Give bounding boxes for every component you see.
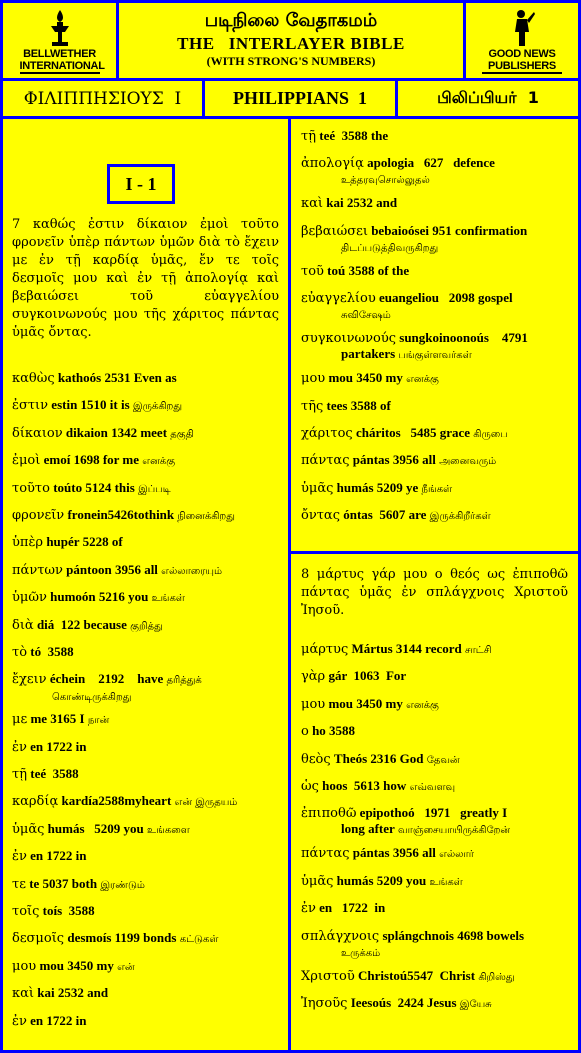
interlinear-row	[301, 802, 568, 842]
translit-strong-english: en 1722 in	[30, 848, 87, 864]
translit-strong-english: toís 3588	[42, 903, 95, 919]
translit-strong-english: ho 3588	[312, 723, 356, 739]
greek-word: ἐν	[301, 901, 316, 917]
interlinear-row	[12, 900, 279, 927]
greek-word: καθὼς	[12, 371, 55, 386]
greek-word: με	[12, 712, 28, 728]
translit-strong-english: óntas 5607 are	[343, 507, 427, 523]
translit-strong-english: Theós 2316 God	[333, 750, 424, 766]
greek-word: τοῖς	[12, 904, 40, 920]
translit-strong-english: en 1722 in	[30, 1012, 87, 1028]
greek-word: ἐν	[12, 739, 27, 755]
verse-7-text: 7 καθώς ἐστιν δίκαιον ἐμοὶ τοῦτο φρονεῖν ὑπὲρ πάντων ὑμῶν διὰ τὸ ἔχειν με ἐν τῇ καρδίᾳ ὑμᾶς, ἔν τε τοῖς δεσμοῖς μου καὶ ἐν τῇ ἀπολογίᾳ καὶ βεβαιώσει τοῦ εὐαγγελίου συγκοινωνούς μου τῆς χάριτος πάντας ὑμᾶς ὄντας.	[12, 217, 279, 340]
translit-strong-english: emoí 1698 for me	[43, 452, 140, 468]
tamil-gloss: எனக்கு	[406, 699, 439, 711]
greek-word: πάντων	[12, 562, 63, 578]
title-english: THE INTERLAYER BIBLE	[177, 34, 405, 53]
translit-strong-english: humás 5209 you	[47, 820, 144, 836]
translit-strong-english: kai 2532 and	[37, 985, 109, 1001]
interlinear-row	[12, 422, 279, 449]
interlinear-row	[12, 763, 279, 790]
greek-word: ὑμῶν	[12, 590, 47, 606]
right-bottom-interlinear	[291, 638, 578, 1019]
translit-strong-english: en 1722 in	[30, 738, 87, 754]
translit-strong-english: humás 5209 ye	[336, 479, 419, 495]
interlinear-row	[12, 449, 279, 476]
greek-word: τὸ	[12, 644, 28, 660]
greek-word: ἐστιν	[12, 398, 49, 414]
translit-strong-english: epipothoó 1971 greatly I	[359, 805, 508, 821]
greek-word: ὑπὲρ	[12, 535, 44, 551]
greek-word: βεβαιώσει	[301, 223, 368, 239]
translit-strong-english: échein 2192 have	[49, 671, 164, 687]
interlinear-row	[301, 192, 568, 219]
interlinear-row	[12, 531, 279, 558]
translit-strong-english: euangeliou 2098 gospel	[379, 290, 513, 306]
greek-word: Χριστοῦ	[301, 968, 355, 984]
greek-word: Ἰησοῦς	[301, 995, 348, 1011]
verse-8-text: 8 μάρτυς γάρ μου ο θεός ως ἐπιποθῶ πάντας ὑμᾶς ἐν σπλάγχνοις Χριστοῦ Ἰησοῦ.	[301, 567, 568, 618]
interlinear-row	[12, 367, 279, 394]
translit-strong-english: Mártus 3144 record	[351, 641, 462, 656]
greek-word: τῇ	[301, 129, 316, 144]
tamil-gloss: குறித்து	[130, 620, 163, 632]
tamil-gloss: வாஞ்சையாயிருக்கிறேன்	[398, 825, 511, 837]
row-second-line	[301, 239, 568, 256]
greek-word: ἔχειν	[12, 672, 47, 688]
chapter-label: I - 1	[107, 164, 175, 204]
interlinear-row	[12, 873, 279, 900]
tamil-gloss: இருக்கிறீர்கள்	[429, 511, 491, 523]
book-english-label: PHILIPPIANS 1	[232, 88, 367, 108]
translit-strong-english: humoón 5216 you	[50, 589, 149, 605]
interlinear-row	[301, 925, 568, 965]
book-greek-label: ΦΙΛΙΠΠΗΣΙΟΥΣ Ι	[23, 88, 182, 109]
greek-word: ὄντας	[301, 508, 340, 524]
interlinear-row	[301, 965, 568, 992]
interlinear-row	[301, 870, 568, 897]
greek-word: καρδίᾳ	[12, 794, 59, 810]
greek-word: ἐμοὶ	[12, 453, 41, 469]
interlinear-row	[301, 992, 568, 1019]
row-second-line	[301, 306, 568, 323]
interlinear-row	[301, 720, 568, 747]
interlinear-row	[12, 708, 279, 735]
greek-word: πάντας	[301, 453, 350, 469]
tamil-gloss: உங்களை	[147, 824, 190, 836]
interlinear-row	[12, 394, 279, 421]
greek-word: ὑμᾶς	[301, 480, 334, 496]
bellwether-logo	[3, 3, 116, 78]
figure-icon	[507, 8, 537, 48]
interlinear-row	[12, 641, 279, 668]
interlinear-row	[301, 477, 568, 504]
book-tamil-label: பிலிப்பியர் 1	[437, 88, 539, 107]
goodnews-logo-text: GOOD NEWS PUBLISHERS	[482, 48, 562, 74]
greek-word: χάριτος	[301, 425, 353, 441]
translit-strong-english: en 1722 in	[319, 900, 386, 916]
translit-strong-english: kathoós 2531 Even as	[57, 370, 177, 385]
translit-strong-english: Christoú5547 Christ	[358, 967, 476, 983]
tamil-gloss: கிறிஸ்து	[478, 971, 515, 983]
translit-strong-english: gár 1063 For	[328, 668, 407, 684]
right-bottom-column	[291, 554, 578, 1050]
interlinear-row	[301, 897, 568, 924]
tamil-gloss: எனக்கு	[406, 374, 439, 386]
row-second-line	[12, 688, 279, 705]
tamil-gloss: சாட்சி	[464, 645, 492, 656]
tamil-gloss: சுவிசேஷம்	[341, 310, 391, 322]
interlinear-row	[301, 665, 568, 692]
translit-strong-english: me 3165 I	[30, 711, 85, 727]
greek-word: ἐν	[12, 1013, 27, 1029]
translit-strong-english: toúto 5124 this	[53, 479, 135, 495]
greek-word: μου	[12, 958, 37, 974]
interlinear-row	[12, 818, 279, 845]
interlinear-row	[301, 152, 568, 192]
translit-strong-english: te 5037 both	[29, 875, 98, 891]
greek-word: φρονεῖν	[12, 507, 65, 523]
tamil-gloss: கட்டுகள்	[179, 934, 219, 946]
interlinear-row	[12, 927, 279, 954]
tamil-gloss: உங்கள்	[429, 876, 463, 888]
translit-strong-english: mou 3450 my	[328, 695, 403, 711]
greek-word: ἐπιποθῶ	[301, 806, 357, 822]
interlinear-row	[301, 842, 568, 869]
interlinear-row	[301, 287, 568, 327]
interlinear-row	[12, 614, 279, 641]
right-top-interlinear	[291, 125, 578, 532]
translit-strong-english: pántas 3956 all	[352, 845, 436, 861]
lamp-icon	[45, 8, 75, 48]
translit-strong-english: Ieesoús 2424 Jesus	[350, 994, 457, 1010]
goodnews-logo	[466, 3, 578, 78]
tamil-gloss: தேவன்	[426, 754, 460, 766]
greek-word: καὶ	[301, 196, 324, 212]
translit-strong-english: humás 5209 you	[336, 872, 427, 888]
interlinear-row	[12, 586, 279, 613]
translit-strong-english: diá 122 because	[36, 616, 127, 632]
translit-strong-english: fronein5426tothink	[67, 506, 175, 522]
greek-word: τῇ	[12, 767, 27, 783]
tamil-gloss: அனைவரும்	[439, 456, 497, 468]
translit-strong-english: tó 3588	[30, 643, 74, 659]
translit-strong-english: tees 3588 of	[326, 397, 391, 413]
tamil-gloss: தகுதி	[170, 428, 194, 440]
greek-word: ὑμᾶς	[12, 821, 45, 837]
title-block	[119, 3, 463, 78]
interlinear-row	[301, 693, 568, 720]
tamil-gloss: தரித்துக்	[166, 675, 202, 687]
interlinear-row	[12, 504, 279, 531]
tamil-gloss: நினைக்கிறது	[177, 510, 235, 522]
tamil-gloss: நான்	[87, 715, 110, 727]
greek-word: μου	[301, 696, 326, 712]
greek-word: ὡς	[301, 778, 319, 794]
english-continued: long after	[341, 821, 395, 837]
interlinear-row	[12, 955, 279, 982]
translit-strong-english: teé 3588	[30, 766, 79, 782]
greek-word: εὐαγγελίου	[301, 291, 376, 307]
greek-word: ο	[301, 724, 309, 740]
interlinear-row	[12, 845, 279, 872]
greek-word: δίκαιον	[12, 425, 63, 441]
tamil-gloss: என்	[117, 961, 135, 973]
greek-word: τοῦτο	[12, 480, 50, 496]
greek-word: μου	[301, 371, 326, 387]
interlinear-row	[301, 504, 568, 531]
greek-word: ἐν	[12, 849, 27, 865]
translit-strong-english: pántoon 3956 all	[66, 561, 158, 577]
left-column	[3, 119, 288, 1050]
translit-strong-english: hupér 5228 of	[46, 534, 123, 550]
greek-word: καὶ	[12, 986, 35, 1002]
interlinear-row	[12, 982, 279, 1009]
tamil-gloss: இருக்கிறது	[132, 401, 182, 413]
tamil-gloss: கிருபை	[473, 428, 508, 440]
interlinear-row	[301, 220, 568, 260]
interlinear-row	[301, 395, 568, 422]
translit-strong-english: apologia 627 defence	[367, 155, 495, 171]
translit-strong-english: estin 1510 it is	[51, 397, 130, 413]
interlinear-row	[301, 449, 568, 476]
translit-strong-english: cháritos 5485 grace	[355, 424, 471, 440]
greek-word: δεσμοῖς	[12, 931, 65, 947]
translit-strong-english: hoos 5613 how	[322, 777, 407, 793]
translit-strong-english: dikaion 1342 meet	[65, 424, 168, 440]
greek-word: συγκοινωνούς	[301, 331, 397, 347]
interlinear-row	[301, 422, 568, 449]
interlinear-row	[12, 477, 279, 504]
greek-word: ἀπολογίᾳ	[301, 156, 364, 172]
tamil-gloss: திடப்படுத்திவருகிறது	[341, 242, 439, 254]
interlinear-row	[12, 668, 279, 708]
greek-word: θεὸς	[301, 751, 331, 767]
left-interlinear	[3, 367, 288, 1037]
translit-strong-english: bebaioósei 951 confirmation	[371, 222, 528, 238]
translit-strong-english: mou 3450 my	[328, 370, 403, 386]
tamil-gloss: உத்தரவுசொல்லுதல்	[341, 175, 430, 187]
tamil-gloss: கொண்டிருக்கிறது	[52, 692, 132, 704]
tamil-gloss: உருக்கம்	[341, 947, 381, 959]
tamil-gloss: எல்லாரையும்	[161, 565, 223, 577]
row-second-line	[301, 944, 568, 961]
translit-strong-english: splángchnois 4698 bowels	[382, 927, 525, 943]
tamil-gloss: இயேசு	[459, 998, 492, 1010]
tamil-gloss: எவ்வளவு	[409, 781, 456, 793]
interlinear-row	[12, 790, 279, 817]
right-top-column	[291, 119, 578, 551]
tamil-gloss: நீங்கள்	[421, 483, 453, 495]
translit-strong-english: toú 3588 of the	[327, 262, 410, 278]
greek-word: ὑμᾶς	[301, 873, 334, 889]
interlinear-row	[301, 327, 568, 367]
tamil-gloss: எனக்கு	[142, 456, 176, 468]
translit-strong-english: pántas 3956 all	[352, 452, 436, 468]
row-second-line	[301, 821, 568, 838]
book-english	[205, 81, 395, 116]
interlinear-row	[301, 125, 568, 152]
tamil-gloss: உங்கள்	[151, 593, 185, 605]
translit-strong-english: mou 3450 my	[39, 957, 114, 973]
interlinear-row	[12, 559, 279, 586]
translit-strong-english: kai 2532 and	[326, 195, 398, 211]
tamil-gloss: என் இருதயம்	[174, 797, 238, 809]
interlinear-row	[301, 367, 568, 394]
title-tamil: படிநிலை வேதாகமம்	[204, 10, 378, 31]
translit-strong-english: teé 3588 the	[319, 128, 389, 143]
greek-word: γὰρ	[301, 669, 326, 685]
book-tamil	[398, 81, 578, 116]
greek-word: πάντας	[301, 846, 350, 862]
english-continued: partakers	[341, 346, 396, 362]
greek-word: τε	[12, 876, 26, 892]
interlinear-row	[12, 736, 279, 763]
bellwether-logo-text: BELLWETHER INTERNATIONAL	[19, 47, 105, 72]
row-second-line	[301, 171, 568, 188]
greek-word: σπλάγχνοις	[301, 928, 380, 944]
book-greek	[3, 81, 202, 116]
translit-strong-english: desmoís 1199 bonds	[67, 930, 177, 946]
tamil-gloss: எல்லார்	[439, 849, 474, 861]
greek-word: τοῦ	[301, 263, 324, 279]
interlinear-row	[301, 638, 568, 665]
interlinear-row	[12, 1010, 279, 1037]
row-second-line	[301, 346, 568, 363]
translit-strong-english: sungkoinoonoús 4791	[399, 330, 528, 346]
translit-strong-english: kardía2588myheart	[61, 793, 172, 809]
tamil-gloss: இரண்டும்	[100, 879, 145, 891]
interlinear-row	[301, 748, 568, 775]
tamil-gloss: இப்படி	[138, 483, 171, 495]
interlinear-row	[301, 775, 568, 802]
subtitle: (WITH STRONG'S NUMBERS)	[206, 54, 376, 68]
tamil-gloss: பங்குள்ளவர்கள்	[398, 350, 472, 362]
interlinear-row	[301, 260, 568, 287]
greek-word: τῆς	[301, 398, 324, 414]
greek-word: διὰ	[12, 617, 34, 633]
greek-word: μάρτυς	[301, 642, 349, 657]
